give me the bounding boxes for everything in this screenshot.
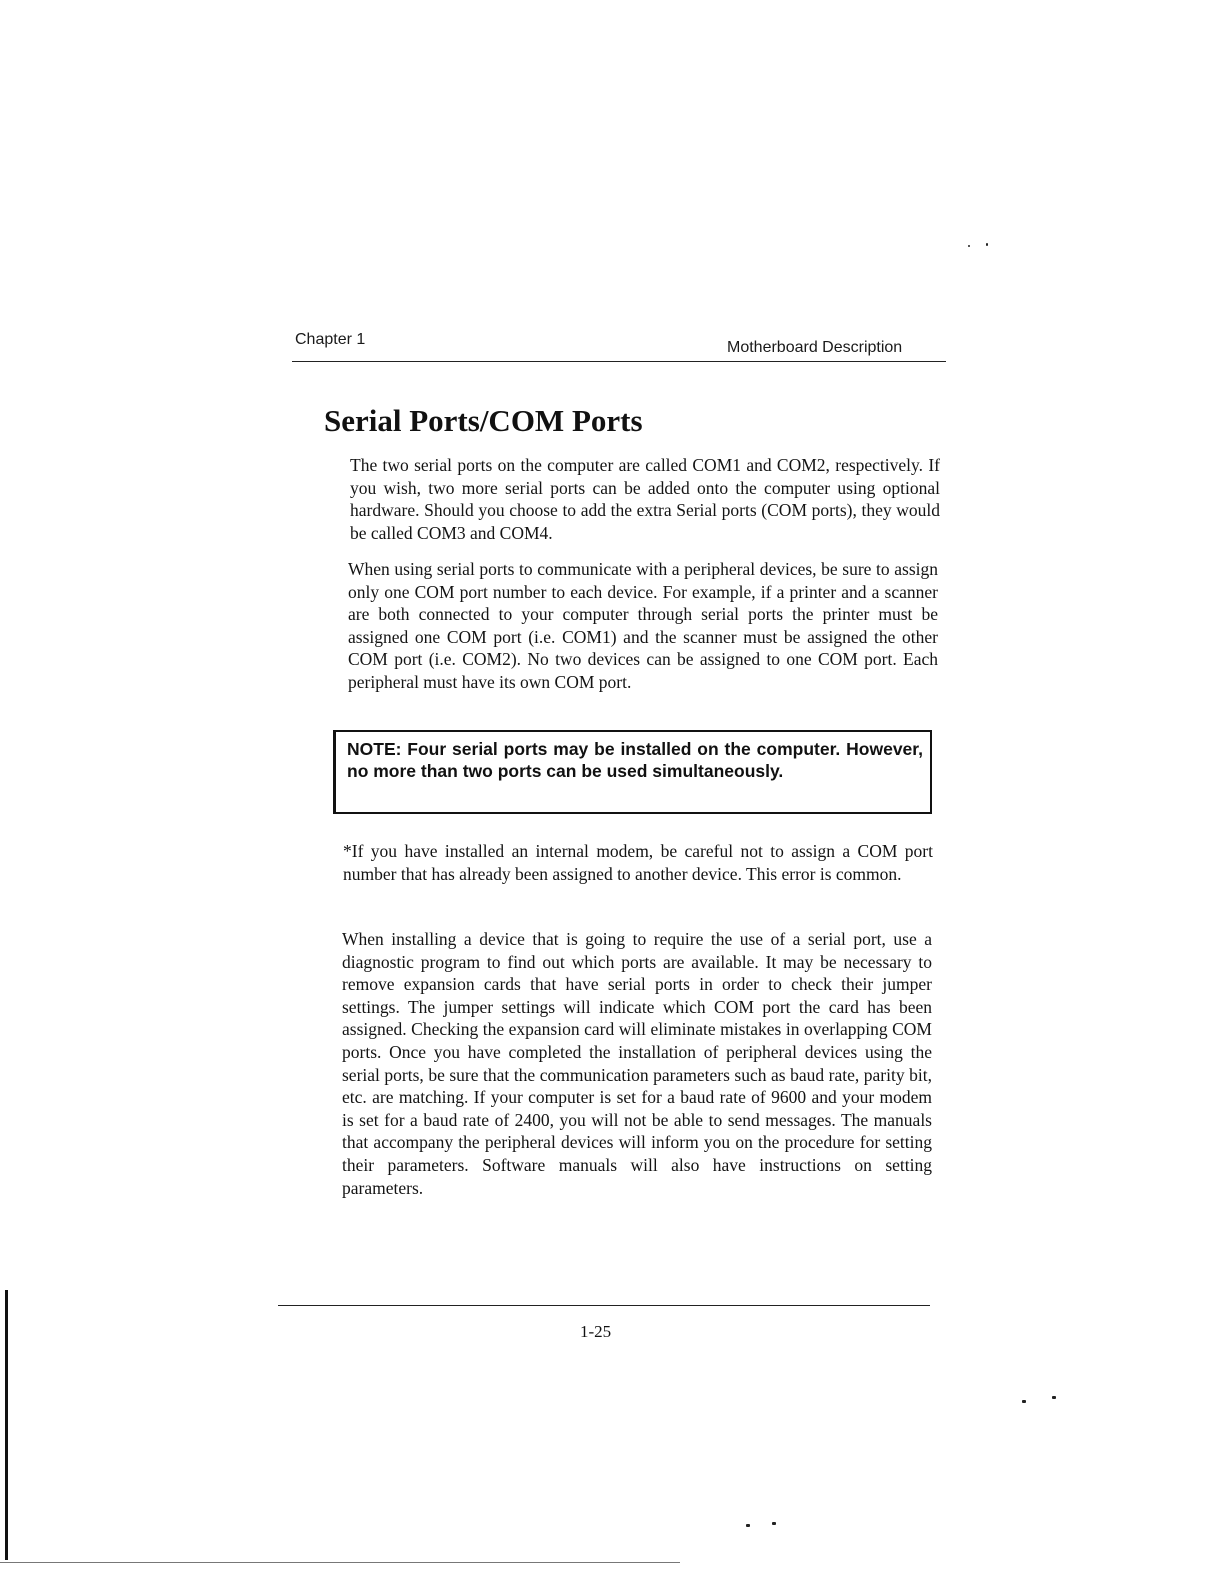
- page-title: Serial Ports/COM Ports: [324, 403, 643, 438]
- scan-speck: [986, 243, 988, 246]
- header-section: Motherboard Description: [727, 339, 903, 356]
- note-box: [333, 730, 932, 814]
- footer-divider: [278, 1305, 930, 1306]
- scan-bottom-edge: [0, 1562, 680, 1563]
- paragraph-com-assignment: When using serial ports to communicate with a peripheral devices, be sure to assign only one COM port number to each device. For example, if a printer and a scanner are both connected to your computer through serial ports the printer must be assigned one COM port (i.e. COM1) and the scanner must be assigned the other COM port (i.e. COM2). No two devices can be assigned to one COM port. Each peripheral must have its own COM port.: [348, 559, 938, 692]
- paragraph-modem-warning: *If you have installed an internal modem, be careful not to assign a COM port number that has already been assigned to another device. This error is common.: [343, 841, 933, 884]
- scan-edge-mark: [5, 1290, 8, 1560]
- scan-speck: [968, 245, 970, 247]
- header-divider: [292, 361, 946, 362]
- note-text: NOTE: Four serial ports may be installed on the computer. However, no more than two ports can be used simultaneously.: [347, 739, 923, 781]
- paragraph-installation: When installing a device that is going to require the use of a serial port, use a diagnostic program to find out which ports are available. It may be necessary to remove expansion cards that have serial ports in order to check their jumper settings. The jumper settings will indicate which COM port the card has been assigned. Checking the expansion card will eliminate mistakes in overlapping COM ports. Once you have completed the installation of peripheral devices using the serial ports, be sure that the communication parameters such as baud rate, parity bit, etc. are matching. If your computer is set for a baud rate of 9600 and your modem is set for a baud rate of 2400, you will not be able to send messages. The manuals that accompany the peripheral devices will inform you on the procedure for setting their parameters. Software manuals will also have instructions on setting parameters.: [342, 929, 932, 1198]
- header-chapter: Chapter 1: [295, 331, 366, 348]
- scan-speck: [1022, 1400, 1026, 1403]
- scan-speck: [1052, 1396, 1056, 1399]
- scan-speck: [746, 1524, 750, 1527]
- paragraph-com-intro: The two serial ports on the computer are called COM1 and COM2, respectively. If you wish, two more serial ports can be added onto the computer using optional hardware. Should you choose to add the extra Serial ports (COM ports), they would be called COM3 and COM4.: [350, 455, 940, 543]
- page-number: 1-25: [580, 1322, 612, 1341]
- scan-speck: [772, 1522, 776, 1525]
